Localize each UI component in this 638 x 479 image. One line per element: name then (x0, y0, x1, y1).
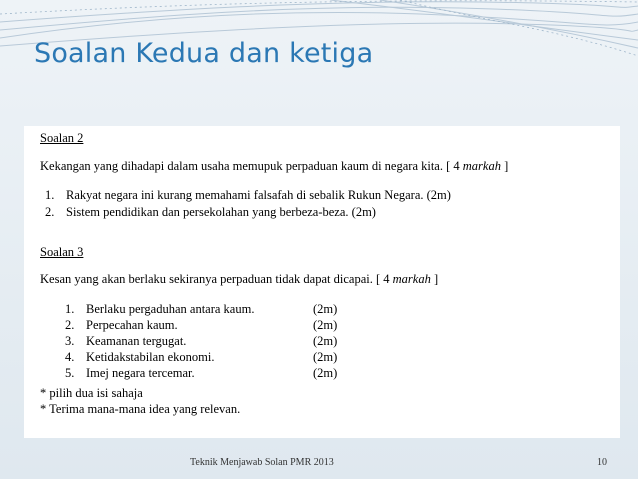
soalan3-prompt-close: ] (430, 272, 439, 286)
soalan3-answer-mark: (2m) (313, 318, 338, 332)
soalan3-heading: Soalan 3 (40, 245, 84, 259)
soalan2-answer-number: 1. (45, 188, 55, 202)
soalan3-answer: Perpecahan kaum. (86, 318, 178, 332)
slide-footer: Teknik Menjawab Solan PMR 2013 (190, 457, 334, 468)
slide-page-number: 10 (597, 457, 607, 468)
soalan3-answer-mark: (2m) (313, 350, 338, 364)
soalan3-answer-number: 2. (65, 318, 75, 332)
soalan2-prompt-markah: markah (462, 159, 501, 173)
soalan3-answer-mark: (2m) (313, 302, 338, 316)
soalan2-prompt (40, 159, 508, 174)
soalan2-heading: Soalan 2 (40, 131, 84, 145)
soalan3-answer-number: 3. (65, 334, 75, 348)
slide-title: Soalan Kedua dan ketiga (34, 38, 374, 69)
soalan2-answer-number: 2. (45, 205, 55, 219)
soalan2-answer: Sistem pendidikan dan persekolahan yang berbeza-beza. (2m) (66, 205, 376, 219)
soalan3-answer-mark: (2m) (313, 334, 338, 348)
soalan3-answer: Berlaku pergaduhan antara kaum. (86, 302, 255, 316)
soalan3-prompt (40, 272, 438, 287)
soalan3-answer-number: 5. (65, 366, 75, 380)
soalan2-answer: Rakyat negara ini kurang memahami falsafah di sebalik Rukun Negara. (2m) (66, 188, 451, 202)
soalan3-prompt-text: Kesan yang akan berlaku sekiranya perpaduan tidak dapat dicapai. [ 4 (40, 272, 393, 286)
soalan2-prompt-close: ] (500, 159, 509, 173)
soalan3-answer-number: 4. (65, 350, 75, 364)
soalan3-note: * pilih dua isi sahaja (40, 386, 143, 400)
soalan3-prompt-markah: markah (392, 272, 431, 286)
soalan3-answer: Keamanan tergugat. (86, 334, 187, 348)
soalan3-answer: Imej negara tercemar. (86, 366, 195, 380)
soalan2-prompt-text: Kekangan yang dihadapi dalam usaha memupuk perpaduan kaum di negara kita. [ 4 (40, 159, 463, 173)
soalan3-answer-mark: (2m) (313, 366, 338, 380)
soalan3-note: * Terima mana-mana idea yang relevan. (40, 402, 241, 416)
soalan3-answer-number: 1. (65, 302, 75, 316)
soalan3-answer: Ketidakstabilan ekonomi. (86, 350, 215, 364)
